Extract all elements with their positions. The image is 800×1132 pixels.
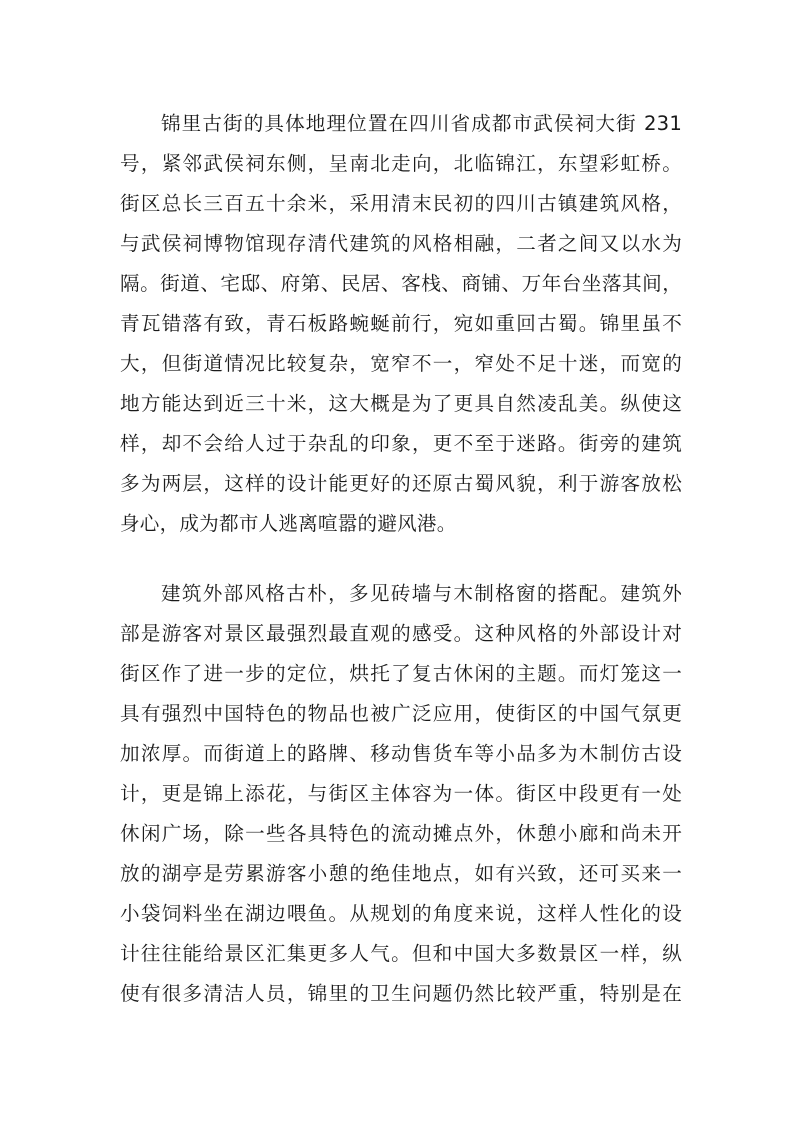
text-line: 身心，成为都市人逃离喧嚣的避风港。 — [120, 512, 457, 535]
text-line: 计，更是锦上添花，与街区主体容为一体。街区中段更有一处 — [120, 782, 682, 805]
text-line: 加浓厚。而街道上的路牌、移动售货车等小品多为木制仿古设 — [120, 742, 682, 765]
document-page — [120, 104, 682, 1014]
text-line: 街区作了进一步的定位，烘托了复古休闲的主题。而灯笼这一 — [120, 662, 682, 685]
text-line: 隔。街道、宅邸、府第、民居、客栈、商铺、万年台坐落其间， — [120, 272, 682, 295]
text-line: 部是游客对景区最强烈最直观的感受。这种风格的外部设计对 — [120, 622, 682, 645]
text-line: 建筑外部风格古朴，多见砖墙与木制格窗的搭配。建筑外 — [161, 582, 682, 605]
text-line: 地方能达到近三十米，这大概是为了更具自然凌乱美。纵使这 — [120, 392, 682, 415]
text-line: 与武侯祠博物馆现存清代建筑的风格相融，二者之间又以水为 — [120, 232, 682, 255]
text-line: 多为两层，这样的设计能更好的还原古蜀风貌，利于游客放松 — [120, 472, 682, 495]
text-line: 大，但街道情况比较复杂，宽窄不一，窄处不足十迷，而宽的 — [120, 352, 682, 375]
text-line: 休闲广场，除一些各具特色的流动摊点外，休憩小廊和尚未开 — [120, 822, 682, 845]
paragraph-1 — [120, 104, 682, 544]
text-line: 青瓦错落有致，青石板路蜿蜒前行，宛如重回古蜀。锦里虽不 — [120, 312, 682, 335]
paragraph-2 — [120, 574, 682, 1014]
paragraph-spacer — [120, 544, 682, 574]
text-line: 放的湖亭是劳累游客小憩的绝佳地点，如有兴致，还可买来一 — [120, 862, 682, 885]
text-line: 锦里古街的具体地理位置在四川省成都市武侯祠大街 231 — [161, 112, 682, 135]
text-line: 样，却不会给人过于杂乱的印象，更不至于迷路。街旁的建筑 — [120, 432, 682, 455]
text-line: 计往往能给景区汇集更多人气。但和中国大多数景区一样，纵 — [120, 942, 682, 965]
text-line: 具有强烈中国特色的物品也被广泛应用，使街区的中国气氛更 — [120, 702, 682, 725]
text-line: 号，紧邻武侯祠东侧，呈南北走向，北临锦江，东望彩虹桥。 — [120, 152, 682, 175]
text-line: 小袋饲料坐在湖边喂鱼。从规划的角度来说，这样人性化的设 — [120, 902, 682, 925]
text-line: 使有很多清洁人员，锦里的卫生问题仍然比较严重，特别是在 — [120, 982, 682, 1005]
text-line: 街区总长三百五十余米，采用清末民初的四川古镇建筑风格， — [120, 192, 682, 215]
